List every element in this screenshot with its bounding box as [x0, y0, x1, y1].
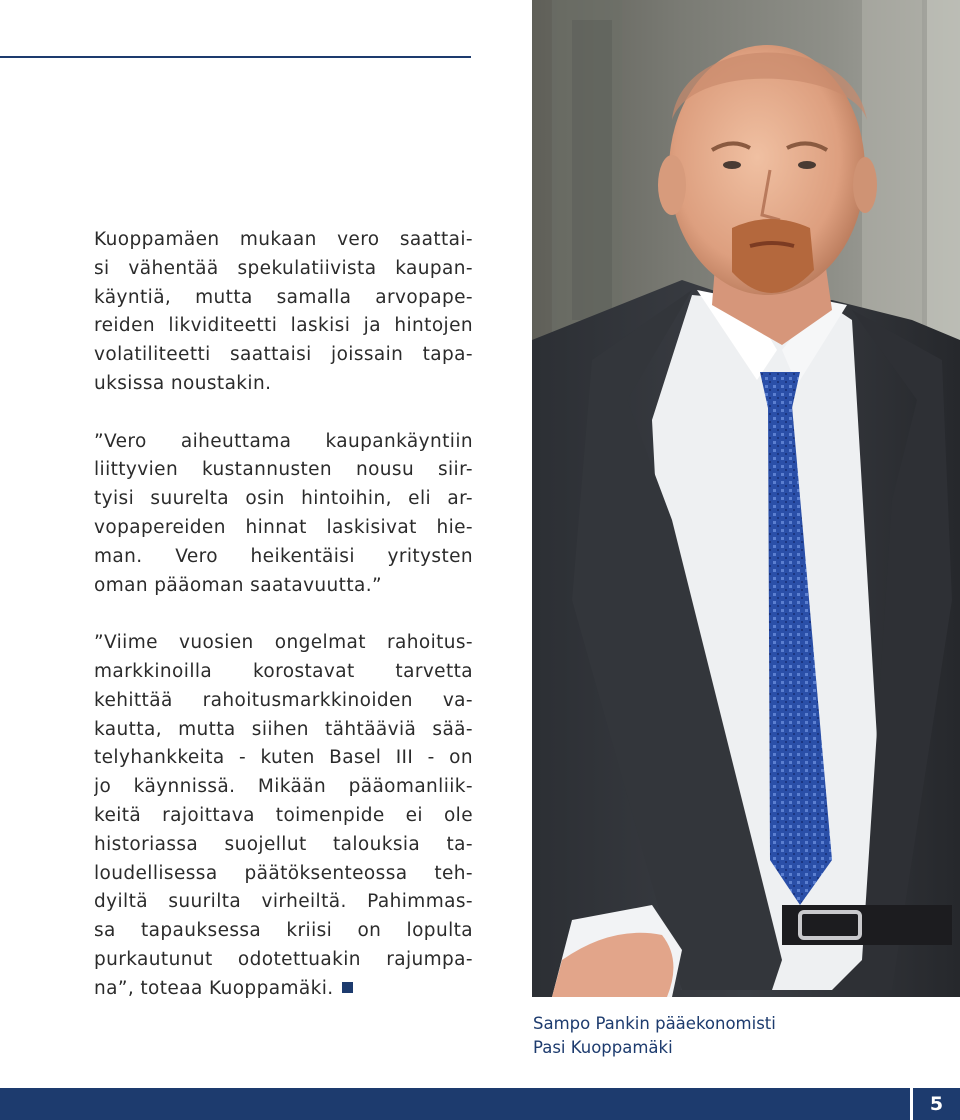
caption-name: Pasi Kuoppamäki: [533, 1038, 673, 1057]
paragraph-3: [94, 629, 473, 1003]
photo-caption: [533, 1012, 953, 1060]
end-of-article-square-icon: [342, 982, 353, 993]
portrait-photo: [532, 0, 960, 997]
text-line: volatiliteetti saattaisi joissain tapa-: [94, 344, 473, 366]
text-line: ”Vero aiheuttama kaupankäyntiin: [94, 430, 473, 452]
text-line: ”Viime vuosien ongelmat rahoitus-: [94, 632, 473, 654]
text-line: tyisi suurelta osin hintoihin, eli ar-: [94, 488, 473, 510]
text-line: loudellisessa päätöksenteossa teh-: [94, 862, 473, 884]
text-line: historiassa suojellut talouksia ta-: [94, 833, 473, 855]
text-line-last: [94, 975, 473, 1004]
text-line: markkinoilla korostavat tarvetta: [94, 660, 473, 682]
paragraph-2: [94, 428, 473, 601]
text-line: na”, toteaa Kuoppamäki.: [94, 977, 334, 999]
text-line: uksissa noustakin.: [94, 372, 272, 394]
text-line: telyhankkeita - kuten Basel III - on: [94, 747, 473, 769]
portrait-illustration: [532, 0, 960, 997]
text-line: sa tapauksessa kriisi on lopulta: [94, 920, 473, 942]
footer-bar: [0, 1088, 960, 1120]
text-line: man. Vero heikentäisi yritysten: [94, 545, 473, 567]
text-line: liittyvien kustannusten nousu siir-: [94, 459, 473, 481]
text-line: reiden likviditeetti laskisi ja hintojen: [94, 315, 473, 337]
top-rule: [0, 56, 471, 58]
text-line: oman pääoman saatavuutta.”: [94, 574, 382, 596]
text-line: Kuoppamäen mukaan vero saattai-: [94, 229, 473, 250]
text-line: dyiltä suurilta virheiltä. Pahimmas-: [94, 891, 473, 913]
page-number: 5: [929, 1093, 944, 1115]
text-line: si vähentää spekulatiivista kaupan-: [94, 257, 473, 279]
text-line: vopapereiden hinnat laskisivat hie-: [94, 516, 473, 538]
paragraph-1: [94, 226, 473, 399]
text-line: kehittää rahoitusmarkkinoiden va-: [94, 689, 473, 711]
text-line: keitä rajoittava toimenpide ei ole: [94, 804, 473, 826]
text-line: jo käynnissä. Mikään pääomanliik-: [94, 776, 473, 798]
caption-title: Sampo Pankin pääekonomisti: [533, 1014, 776, 1033]
text-line: purkautunut odotettuakin rajumpa-: [94, 948, 473, 970]
text-line: käyntiä, mutta samalla arvopape-: [94, 286, 473, 308]
article-body: [94, 226, 473, 1032]
text-line: kautta, mutta siihen tähtääviä sää-: [94, 718, 473, 740]
